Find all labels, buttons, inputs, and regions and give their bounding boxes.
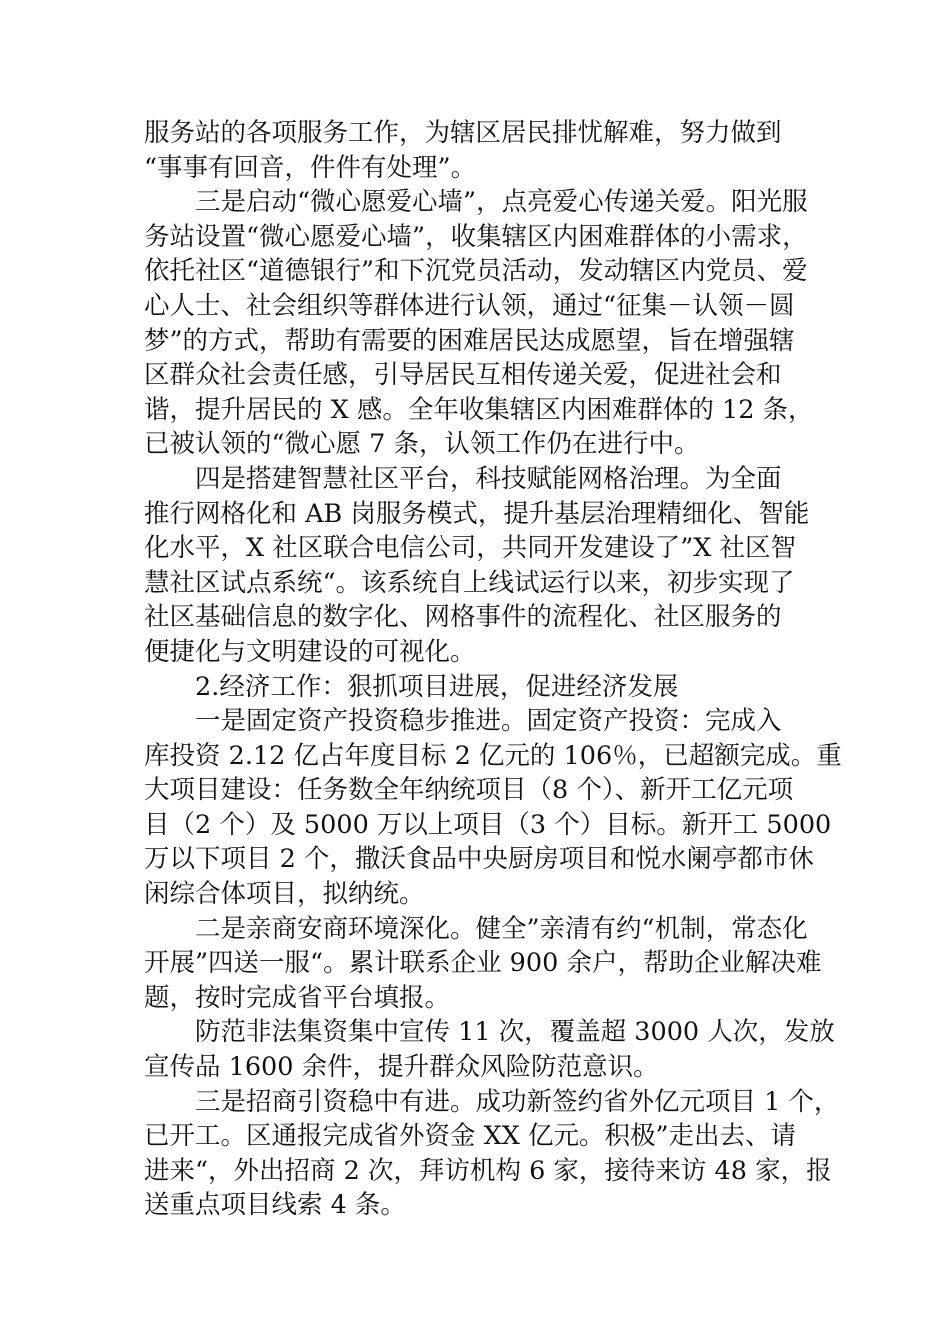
text-line: 万以下项目 2 个，撒沃食品中央厨房项目和悦水阑亭都市休: [144, 844, 814, 875]
text-line: 慧社区试点系统“。该系统自上线试运行以来，初步实现了: [144, 567, 795, 598]
text-line: 已被认领的“微心愿 7 条，认领工作仍在进行中。: [144, 429, 700, 460]
text-line: 三是启动“微心愿爱心墙”，点亮爱心传递关爱。阳光服: [195, 187, 808, 218]
text-line: 防范非法集资集中宣传 11 次，覆盖超 3000 人次，发放: [195, 1017, 835, 1048]
text-line: 进来“，外出招商 2 次，拜访机构 6 家，接待来访 48 家，报: [144, 1155, 832, 1186]
text-line: 开展”四送一服“。累计联系企业 900 余户，帮助企业解决难: [144, 948, 822, 979]
text-line: 四是搭建智慧社区平台，科技赋能网格治理。为全面: [195, 463, 782, 494]
text-line: 化水平，X 社区联合电信公司，共同开发建设了”X 社区智: [144, 533, 797, 564]
text-line: 一是固定资产投资稳步推进。固定资产投资：完成入: [195, 706, 782, 737]
text-line: 题，按时完成省平台填报。: [144, 982, 451, 1013]
text-line: 推行网格化和 AB 岗服务模式，提升基层治理精细化、智能: [144, 498, 810, 529]
text-line: 服务站的各项服务工作，为辖区居民排忧解难，努力做到: [144, 118, 782, 148]
text-line: 已开工。区通报完成省外资金 XX 亿元。积极”走出去、请: [144, 1121, 797, 1152]
text-line: “事事有回音，件件有处理”。: [144, 152, 477, 183]
text-line: 大项目建设：任务数全年纳统项目（8 个）、新开工亿元项: [144, 775, 794, 806]
text-line: 库投资 2.12 亿占年度目标 2 亿元的 106％，已超额完成。重: [144, 740, 842, 771]
text-line: 2.经济工作：狠抓项目进展，促进经济发展: [195, 671, 679, 702]
text-line: 闲综合体项目，拟纳统。: [144, 879, 425, 910]
text-line: 梦”的方式，帮助有需要的困难居民达成愿望，旨在增强辖: [144, 325, 795, 356]
text-line: 心人士、社会组织等群体进行认领，通过“征集－认领－圆: [144, 290, 795, 321]
text-line: 谐，提升居民的 X 感。全年收集辖区内困难群体的 12 条，: [144, 394, 814, 425]
text-line: 社区基础信息的数字化、网格事件的流程化、社区服务的: [144, 602, 782, 633]
text-line: 二是亲商安商环境深化。健全”亲清有约“机制，常态化: [195, 913, 808, 944]
text-line: 务站设置“微心愿爱心墙”，收集辖区内困难群体的小需求，: [144, 221, 808, 252]
text-line: 便捷化与文明建设的可视化。: [144, 636, 476, 667]
text-line: 目（2 个）及 5000 万以上项目（3 个）目标。新开工 5000: [144, 809, 832, 840]
text-line: 三是招商引资稳中有进。成功新签约省外亿元项目 1 个，: [195, 1086, 840, 1117]
text-line: 依托社区“道德银行”和下沉党员活动，发动辖区内党员、爱: [144, 256, 808, 287]
document-body: [144, 116, 842, 1223]
text-line: 宣传品 1600 余件，提升群众风险防范意识。: [144, 1052, 659, 1083]
text-line: 区群众社会责任感，引导居民互相传递关爱，促进社会和: [144, 360, 782, 391]
text-line: 送重点项目线索 4 条。: [144, 1190, 406, 1221]
